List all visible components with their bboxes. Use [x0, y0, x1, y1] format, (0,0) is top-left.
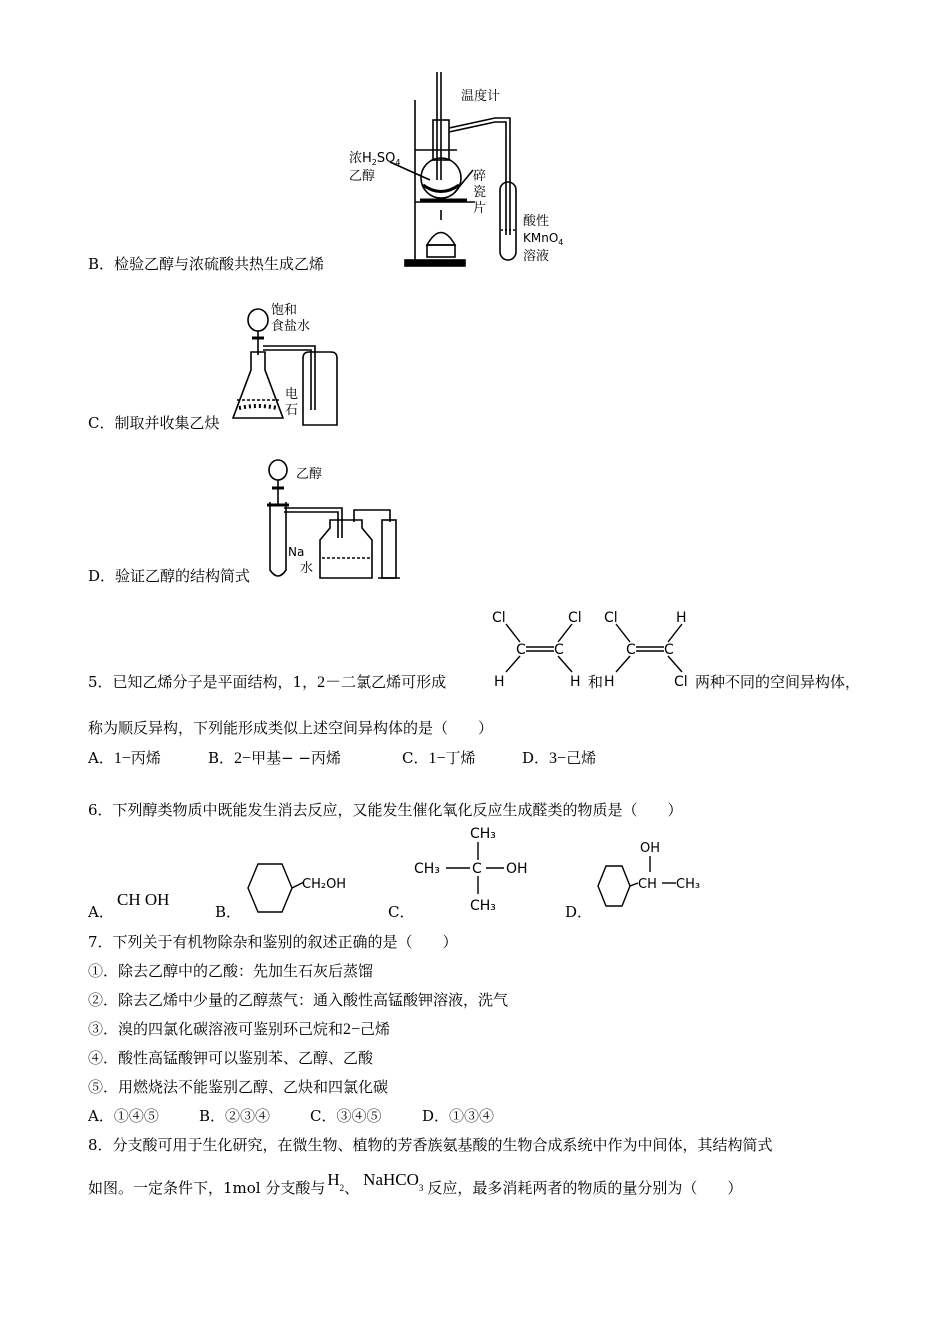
q5-option-c: C．1−丁烯	[402, 749, 476, 767]
svg-text:Cl: Cl	[568, 610, 582, 626]
svg-text:电: 电	[285, 387, 299, 402]
svg-text:浓H2SO4: 浓$H_2SO_4$	[349, 151, 401, 167]
svg-text:C: C	[554, 642, 564, 658]
svg-text:碎: 碎	[473, 169, 487, 184]
option-b-caption: B．检验乙醇与浓硫酸共热生成乙烯	[88, 255, 325, 273]
acetylene-apparatus-figure	[225, 300, 355, 430]
svg-text:C: C	[626, 642, 636, 658]
q7-item-5: ⑤．用燃烧法不能鉴别乙醇、乙炔和四氯化碳	[88, 1078, 389, 1096]
svg-text:H: H	[494, 674, 505, 688]
svg-text:H: H	[604, 674, 615, 688]
svg-text:酸性: 酸性	[523, 214, 550, 229]
cyclohexylmethanol-structure	[240, 858, 360, 920]
q7-stem: 7．下列关于有机物除杂和鉴别的叙述正确的是（ ）	[88, 933, 458, 951]
q5-and: 和	[588, 673, 604, 691]
q7-item-3: ③．溴的四氯化碳溶液可鉴别环己烷和2−己烯	[88, 1020, 391, 1038]
svg-text:OH: OH	[640, 841, 661, 856]
svg-text:C: C	[472, 861, 482, 877]
trans-dichloroethene-structure	[600, 610, 700, 688]
svg-text:CH₃: CH₃	[414, 861, 440, 877]
thermometer-label: 温度计	[461, 89, 501, 104]
svg-text:片: 片	[473, 201, 487, 216]
tert-butanol-structure	[412, 822, 542, 920]
q5-stem-line1-part1: 5．已知乙烯分子是平面结构，1，2－二氯乙烯可形成	[88, 673, 447, 691]
svg-text:食盐水: 食盐水	[271, 319, 311, 334]
svg-text:瓷: 瓷	[473, 185, 487, 200]
svg-text:CH: CH	[638, 877, 657, 892]
q7-option-c: C．③④⑤	[310, 1107, 382, 1125]
q8-stem-line2: 如图。一定条件下，1mol 分支酸与 H2、 NaHCO3 反应，最多消耗两者的物质的量分别为（ ）	[88, 1170, 743, 1197]
q5-option-d: D．3−己烯	[522, 749, 597, 767]
svg-text:C: C	[516, 642, 526, 658]
svg-text:Na: Na	[288, 545, 305, 559]
svg-text:H: H	[676, 610, 687, 626]
q6-option-a-formula: CH OH	[117, 890, 170, 909]
svg-text:乙醇: 乙醇	[296, 467, 323, 482]
svg-text:H: H	[570, 674, 581, 688]
svg-text:石: 石	[285, 403, 299, 418]
q7-item-1: ①．除去乙醇中的乙酸：先加生石灰后蒸馏	[88, 962, 374, 980]
svg-text:KMnO4: KMnO$_4$	[523, 231, 564, 247]
svg-text:溶液: 溶液	[523, 249, 550, 264]
1-phenylethanol-structure	[588, 836, 718, 920]
svg-text:水: 水	[300, 561, 314, 576]
svg-text:CH₃: CH₃	[676, 877, 701, 892]
svg-text:C: C	[664, 642, 674, 658]
svg-text:CH₂OH: CH₂OH	[302, 877, 347, 892]
ethanol-label: 乙醇	[349, 169, 376, 184]
ethanol-structure-apparatus-figure	[262, 450, 407, 585]
option-c-caption: C．制取并收集乙炔	[88, 414, 220, 432]
q5-option-a: A．1−丙烯	[88, 749, 161, 767]
q6-option-c-label: C．	[388, 903, 415, 921]
q7-option-a: A．①④⑤	[88, 1107, 159, 1125]
q5-option-b: B．2−甲基− −丙烯	[208, 749, 341, 767]
svg-text:Cl: Cl	[674, 674, 688, 688]
q6-option-b-label: B．	[215, 903, 242, 921]
q8-stem-line1: 8．分支酸可用于生化研究，在微生物、植物的芳香族氨基酸的生物合成系统中作为中间体，其结构简式	[88, 1136, 773, 1154]
svg-text:CH₃: CH₃	[470, 826, 496, 842]
cis-dichloroethene-structure	[490, 610, 590, 688]
q7-option-b: B．②③④	[199, 1107, 271, 1125]
q7-item-4: ④．酸性高锰酸钾可以鉴别苯、乙醇、乙酸	[88, 1049, 374, 1067]
svg-text:Cl: Cl	[492, 610, 506, 626]
ethylene-apparatus-figure	[345, 70, 575, 275]
svg-text:CH₃: CH₃	[470, 898, 496, 914]
svg-text:饱和: 饱和	[271, 303, 298, 318]
q5-stem-line1-part2: 两种不同的空间异构体，	[695, 673, 861, 691]
svg-text:Cl: Cl	[604, 610, 618, 626]
q7-option-d: D．①③④	[422, 1107, 495, 1125]
q7-item-2: ②．除去乙烯中少量的乙醇蒸气：通入酸性高锰酸钾溶液，洗气	[88, 991, 509, 1009]
q6-option-d-label: D．	[565, 903, 593, 921]
q6-stem: 6．下列醇类物质中既能发生消去反应，又能发生催化氧化反应生成醛类的物质是（ ）	[88, 801, 683, 819]
option-d-caption: D．验证乙醇的结构简式	[88, 567, 251, 585]
q6-option-a-label: A．	[88, 903, 114, 921]
q5-stem-line2: 称为顺反异构，下列能形成类似上述空间异构体的是（ ）	[88, 719, 494, 737]
svg-text:OH: OH	[506, 861, 528, 877]
